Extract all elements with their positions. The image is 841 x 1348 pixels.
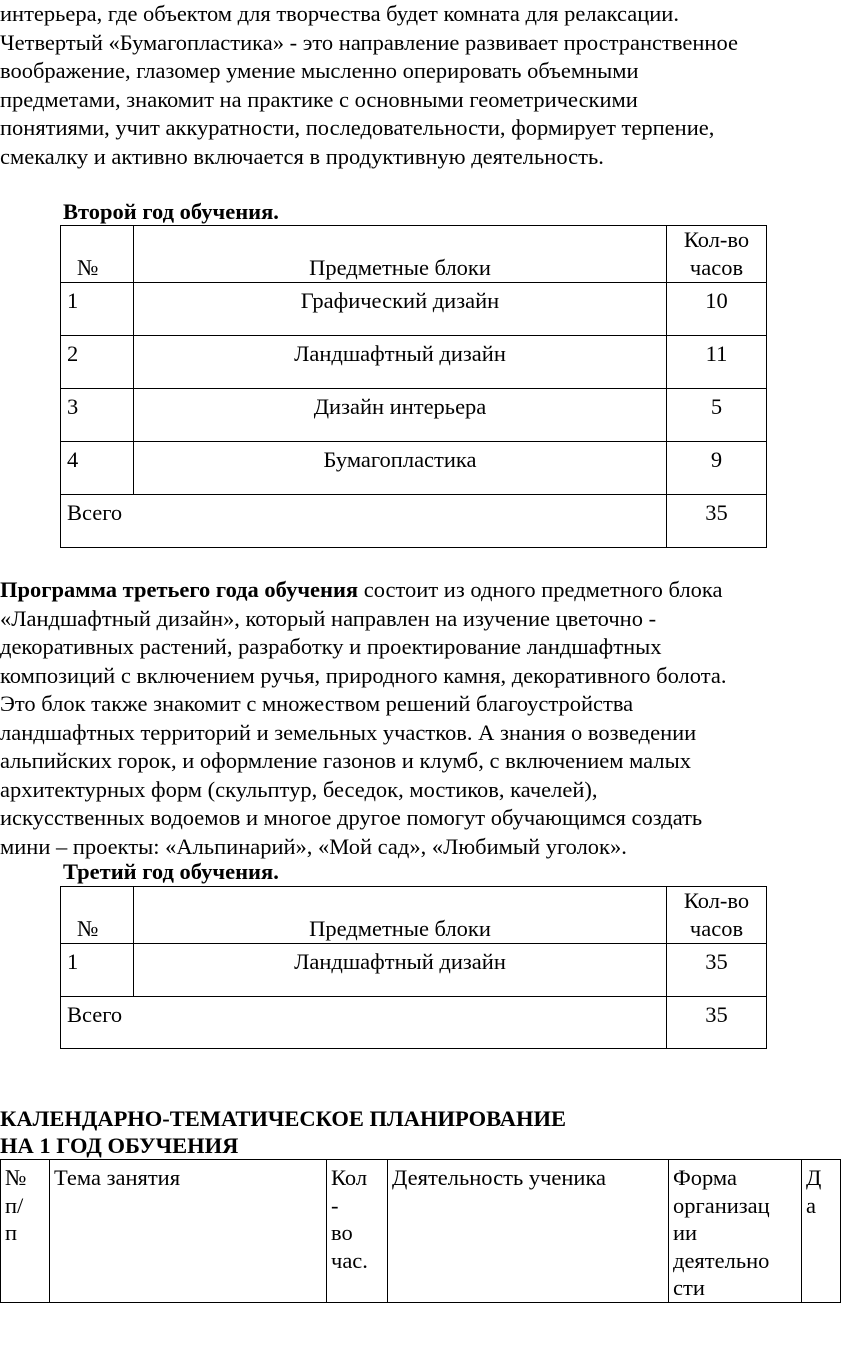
col-form-line: Форма [673,1165,738,1190]
row-hours: 9 [667,442,767,495]
program3-line: Это блок также знакомит с множеством решений благоустройства [0,691,634,716]
row-hours: 11 [667,336,767,389]
intro-line: предметами, знакомит на практике с основными геометрическими [0,86,638,112]
program3-line: мини – проекты: «Альпинарий», «Мой сад», «Любимый уголок». [0,833,627,859]
program3-paragraph [0,576,816,861]
row-name: Бумагопластика [134,442,667,495]
col-hours-line: - [331,1192,339,1218]
program3-line: декоративных растений, разработку и проектирование ландшафтных [0,634,662,659]
intro-line: воображение, глазомер умение мысленно оперировать объемными [0,58,639,83]
calendar-table-clip [0,1159,822,1305]
year2-table [60,225,767,548]
header-num: № [61,887,134,944]
col-num-line: п [5,1220,18,1245]
intro-line: Четвертый «Бумагопластика» - это направление развивает пространственное [0,29,738,55]
program3-line: «Ландшафтный дизайн», который направлен на изучение цветочно - [0,605,657,631]
calendar-title-line1: КАЛЕНДАРНО-ТЕМАТИЧЕСКОЕ ПЛАНИРОВАНИЕ [0,1106,566,1131]
row-num: 3 [61,389,134,442]
row-hours: 10 [667,283,767,336]
row-num: 1 [61,944,134,997]
program3-bold-lead: Программа третьего года обучения [0,577,359,602]
total-hours: 35 [667,997,767,1049]
intro-line: смекалку и активно включается в продуктивную деятельность. [0,143,604,169]
header-num: № [61,226,134,283]
header-blocks: Предметные блоки [134,226,667,283]
table-total-row [61,495,767,548]
total-label: Всего [61,997,667,1049]
header-hours-line2: часов [689,916,744,941]
program3-first-line [0,576,816,605]
table-row [61,442,767,495]
col-num-line: № [5,1165,27,1190]
header-hours-line1: Кол-во [683,227,750,252]
calendar-title-line2: НА 1 ГОД ОБУЧЕНИЯ [0,1133,239,1158]
total-label: Всего [61,495,667,548]
header-hours [667,226,767,283]
year3-table [60,886,767,1049]
table-row [61,283,767,336]
program3-line: ландшафтных территорий и земельных участков. А знания о возведении [0,719,697,745]
row-hours: 5 [667,389,767,442]
row-num: 2 [61,336,134,389]
calendar-header-row [1,1160,841,1303]
year2-heading: Второй год обучения. [63,199,279,224]
intro-line: понятиями, учит аккуратности, последовательности, формирует терпение, [0,115,715,140]
header-hours-line1: Кол-во [683,888,750,913]
intro-line: интерьера, где объектом для творчества будет комната для релаксации. [0,1,679,26]
program3-first-rest: состоит из одного предметного блока [358,577,723,602]
col-form-line: организац [673,1192,770,1218]
table-row [61,944,767,997]
col-num [1,1160,50,1303]
row-name: Ландшафтный дизайн [134,944,667,997]
row-name: Графический дизайн [134,283,667,336]
col-date-line: а [806,1192,816,1218]
row-hours: 35 [667,944,767,997]
table-row [61,389,767,442]
row-name: Дизайн интерьера [134,389,667,442]
col-hours [327,1160,388,1303]
row-num: 4 [61,442,134,495]
header-blocks: Предметные блоки [134,887,667,944]
col-activity-label: Деятельность ученика [392,1165,607,1190]
col-activity [388,1160,669,1303]
col-hours-line: во [331,1220,353,1245]
table-row [61,336,767,389]
header-hours [667,887,767,944]
table-header-row [61,226,767,283]
col-form-line: ии [673,1220,698,1245]
col-form [669,1160,802,1303]
col-hours-line: Кол [331,1165,368,1190]
total-hours: 35 [667,495,767,548]
col-hours-line: час. [331,1247,368,1273]
col-form-line: деятельно [673,1247,770,1273]
col-date-line: Д [806,1165,822,1190]
col-topic [50,1160,327,1303]
col-form-line: сти [673,1275,705,1300]
col-topic-label: Тема занятия [54,1165,181,1190]
program3-line: альпийских горок, и оформление газонов и клумб, с включением малых [0,748,691,773]
table-header-row [61,887,767,944]
row-name: Ландшафтный дизайн [134,336,667,389]
row-num: 1 [61,283,134,336]
header-hours-line2: часов [689,255,744,280]
calendar-table [0,1159,841,1303]
table-total-row [61,997,767,1049]
program3-line: композиций с включением ручья, природного камня, декоративного болота. [0,662,727,688]
col-date [802,1160,841,1303]
year3-heading: Третий год обучения. [63,859,279,884]
col-num-line: п/ [5,1192,24,1218]
program3-line: архитектурных форм (скульптур, беседок, мостиков, качелей), [0,776,598,802]
intro-paragraph [0,0,816,171]
program3-line: искусственных водоемов и многое другое помогут обучающимся создать [0,805,703,830]
